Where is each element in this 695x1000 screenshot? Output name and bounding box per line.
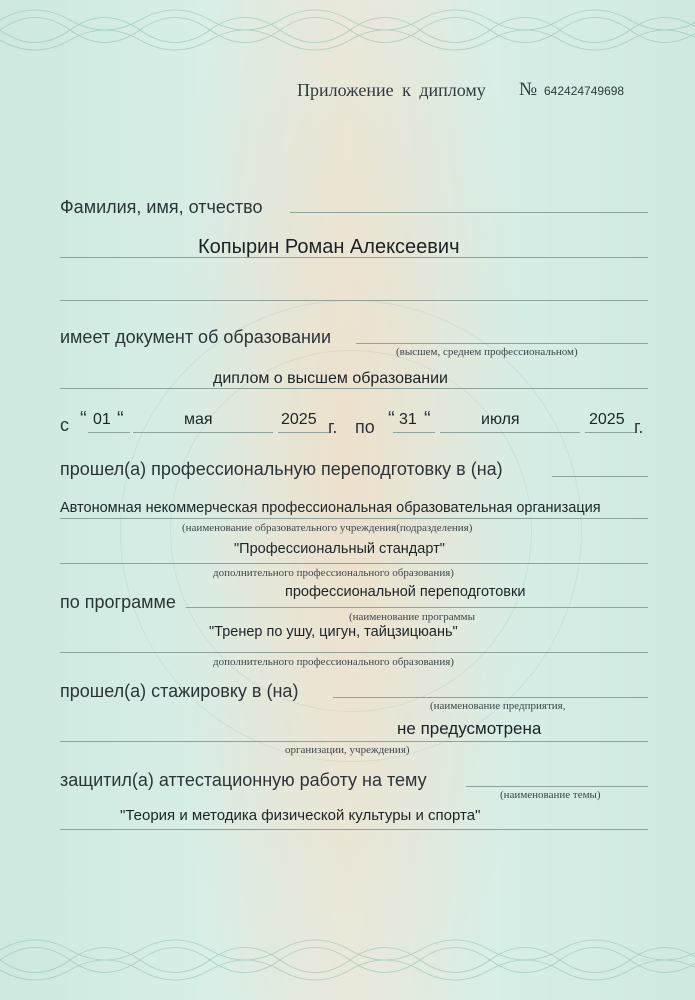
organization-value: Автономная некоммерческая профессиональная образовательная организация [60, 500, 601, 516]
to-year-line [585, 432, 637, 433]
thesis-hint: (наименование темы) [500, 789, 601, 801]
to-day-line [393, 432, 435, 433]
education-value: диплом о высшем образовании [213, 370, 448, 387]
period-from-year: 2025 [281, 411, 317, 428]
diploma-number: 642424749698 [544, 84, 625, 98]
from-day-line [88, 432, 130, 433]
retraining-line [552, 476, 648, 477]
period-from-prefix: с [60, 415, 69, 435]
fio-label: Фамилия, имя, отчество [60, 197, 263, 217]
from-year-line [278, 432, 330, 433]
dop-education-hint-2: дополнительного профессионального образования) [213, 656, 454, 668]
period-quote-close-2: “ [424, 408, 431, 430]
program-name: "Тренер по ушу, цигун, тайцзицюань" [209, 624, 458, 640]
education-label: имеет документ об образовании [60, 327, 332, 347]
internship-line-2 [60, 741, 648, 742]
guilloche-pattern-top [0, 0, 695, 60]
education-line-1 [356, 343, 648, 344]
thesis-label: защитил(а) аттестационную работу на тему [60, 770, 427, 790]
guilloche-pattern-bottom [0, 930, 695, 990]
program-name-line [60, 652, 648, 653]
internship-line-1 [333, 697, 648, 698]
thesis-line-2 [60, 829, 648, 830]
year-suffix-1: г. [328, 417, 338, 437]
program-type: профессиональной переподготовки [285, 584, 526, 600]
education-line-2 [60, 388, 648, 389]
program-line [186, 607, 648, 608]
fio-value: Копырин Роман Алексеевич [198, 236, 460, 258]
internship-hint-1: (наименование предприятия, [430, 700, 566, 712]
period-to-month: июля [481, 411, 520, 428]
organization-name: "Профессиональный стандарт" [234, 541, 445, 557]
education-hint: (высшем, среднем профессиональном) [396, 346, 578, 358]
fio-line-2 [60, 257, 648, 258]
to-month-line [440, 432, 580, 433]
period-quote-open-2: “ [388, 408, 395, 430]
internship-value: не предусмотрена [397, 719, 542, 738]
organization-hint: (наименование образовательного учреждения(подразделения) [182, 522, 473, 534]
year-suffix-2: г. [634, 417, 644, 437]
thesis-value: "Теория и методика физической культуры и спорта" [120, 807, 481, 824]
period-to-prefix: по [355, 417, 375, 437]
program-hint: (наименование программы [349, 611, 475, 623]
number-sign: № [519, 79, 538, 100]
fio-line-1 [290, 212, 648, 213]
internship-hint-2: организации, учреждения) [285, 744, 410, 756]
thesis-line-1 [466, 786, 648, 787]
period-from-day: 01 [93, 411, 111, 428]
period-from-month: мая [184, 411, 213, 428]
org-name-line [60, 563, 648, 564]
program-label: по программе [60, 592, 176, 612]
retraining-label: прошел(а) профессиональную переподготовку в (на) [60, 459, 503, 479]
dop-education-hint-1: дополнительного профессионального образования) [213, 567, 454, 579]
period-to-day: 31 [399, 411, 417, 428]
from-month-line [133, 432, 273, 433]
organization-line [60, 518, 648, 519]
internship-label: прошел(а) стажировку в (на) [60, 681, 299, 701]
period-to-year: 2025 [589, 411, 625, 428]
fio-line-3 [60, 300, 648, 301]
period-quote-open-1: “ [80, 408, 87, 430]
document-title: Приложение к диплому [297, 80, 486, 100]
period-quote-close-1: “ [117, 408, 124, 430]
